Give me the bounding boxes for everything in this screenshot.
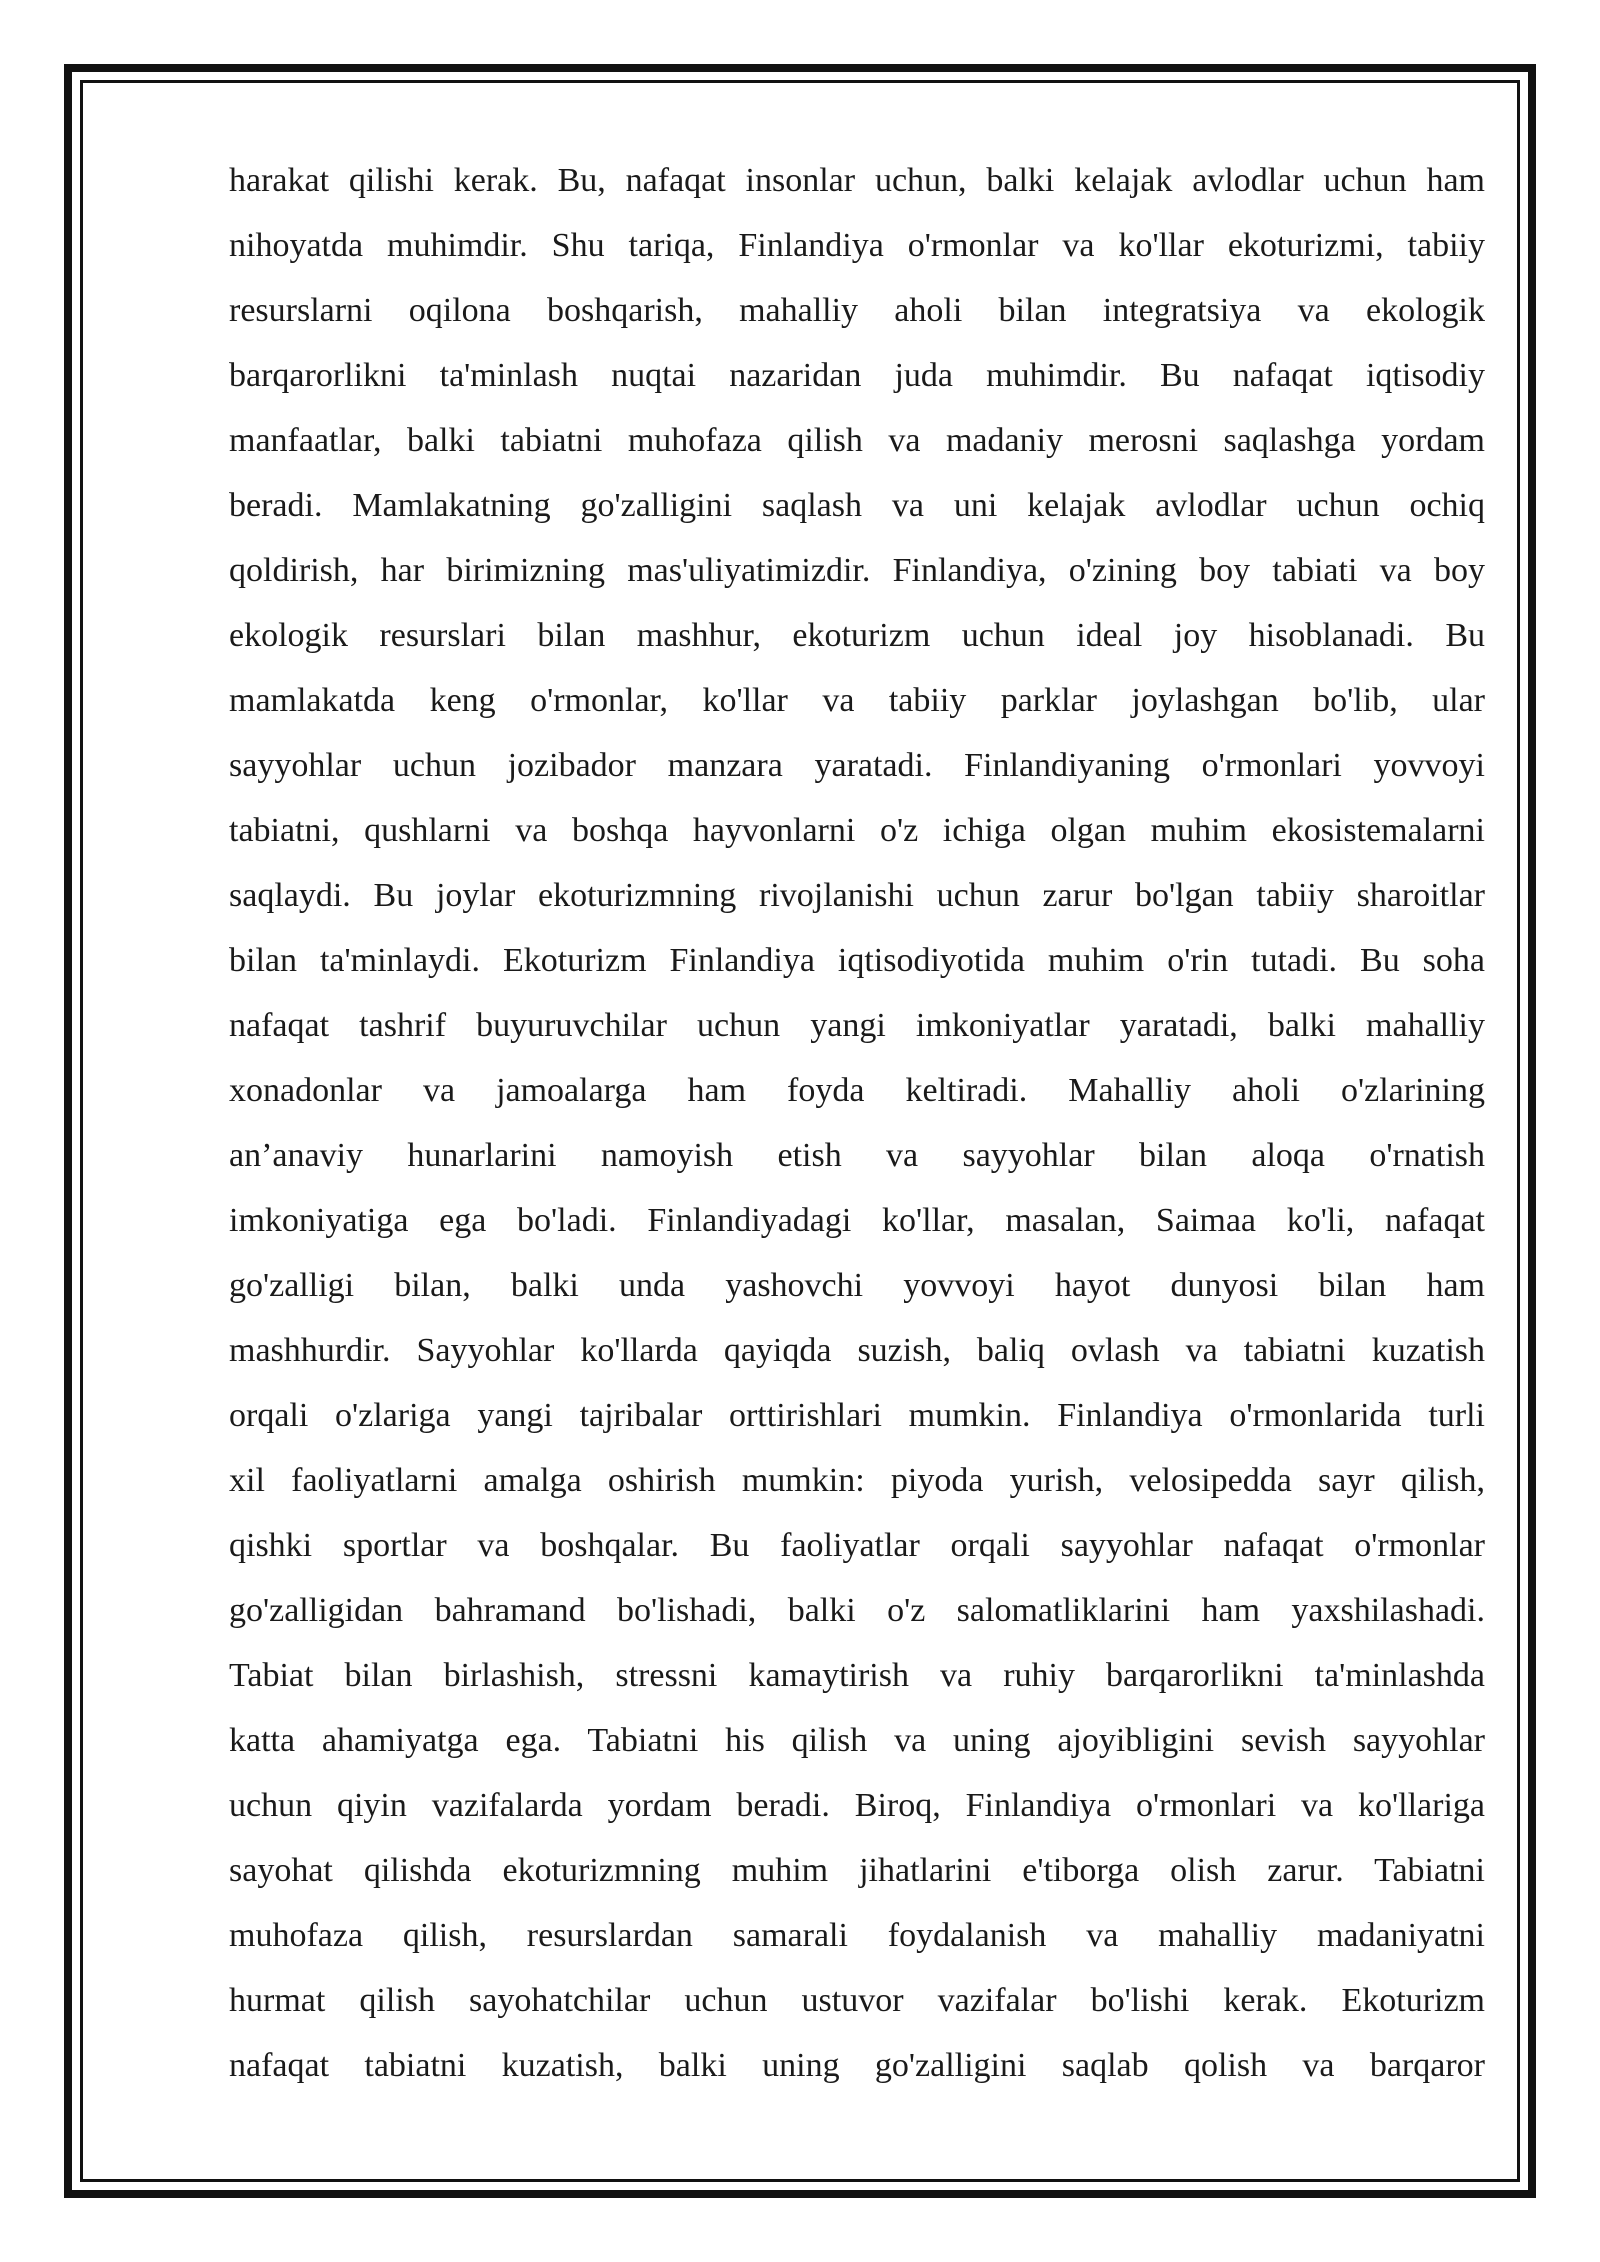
text-line: mashhurdir. Sayyohlar ko'llarda qayiqda suzish, baliq ovlash va tabiatni kuzatish xyxy=(229,1332,1485,1369)
text-line: manfaatlar, balki tabiatni muhofaza qilish va madaniy merosni saqlashga yordam xyxy=(229,422,1485,459)
text-line: go'zalligi bilan, balki unda yashovchi yovvoyi hayot dunyosi bilan ham xyxy=(229,1267,1485,1304)
text-line: saqlaydi. Bu joylar ekoturizmning rivojlanishi uchun zarur bo'lgan tabiiy sharoitlar xyxy=(229,877,1485,914)
body-text xyxy=(229,148,1485,2098)
text-line: ekologik resurslari bilan mashhur, ekoturizm uchun ideal joy hisoblanadi. Bu xyxy=(229,617,1485,654)
text-line: katta ahamiyatga ega. Tabiatni his qilish va uning ajoyibligini sevish sayyohlar xyxy=(229,1722,1485,1759)
text-line: muhofaza qilish, resurslardan samarali foydalanish va mahalliy madaniyatni xyxy=(229,1917,1485,1954)
text-line: orqali o'zlariga yangi tajribalar orttirishlari mumkin. Finlandiya o'rmonlarida turli xyxy=(229,1397,1485,1434)
text-line: go'zalligidan bahramand bo'lishadi, balki o'z salomatliklarini ham yaxshilashadi. xyxy=(229,1592,1485,1629)
text-line: nafaqat tashrif buyuruvchilar uchun yangi imkoniyatlar yaratadi, balki mahalliy xyxy=(229,1007,1485,1044)
text-line: an’anaviy hunarlarini namoyish etish va sayyohlar bilan aloqa o'rnatish xyxy=(229,1137,1485,1174)
text-line: harakat qilishi kerak. Bu, nafaqat insonlar uchun, balki kelajak avlodlar uchun ham xyxy=(229,162,1485,199)
text-line: Tabiat bilan birlashish, stressni kamaytirish va ruhiy barqarorlikni ta'minlashda xyxy=(229,1657,1485,1694)
text-line: hurmat qilish sayohatchilar uchun ustuvor vazifalar bo'lishi kerak. Ekoturizm xyxy=(229,1982,1485,2019)
text-line: sayohat qilishda ekoturizmning muhim jihatlarini e'tiborga olish zarur. Tabiatni xyxy=(229,1852,1485,1889)
text-line: resurslarni oqilona boshqarish, mahalliy aholi bilan integratsiya va ekologik xyxy=(229,292,1485,329)
text-line: beradi. Mamlakatning go'zalligini saqlash va uni kelajak avlodlar uchun ochiq xyxy=(229,487,1485,524)
text-line: sayyohlar uchun jozibador manzara yaratadi. Finlandiyaning o'rmonlari yovvoyi xyxy=(229,747,1485,784)
text-line: qishki sportlar va boshqalar. Bu faoliyatlar orqali sayyohlar nafaqat o'rmonlar xyxy=(229,1527,1485,1564)
text-line: mamlakatda keng o'rmonlar, ko'llar va tabiiy parklar joylashgan bo'lib, ular xyxy=(229,682,1485,719)
text-line: tabiatni, qushlarni va boshqa hayvonlarni o'z ichiga olgan muhim ekosistemalarni xyxy=(229,812,1485,849)
text-line: nihoyatda muhimdir. Shu tariqa, Finlandiya o'rmonlar va ko'llar ekoturizmi, tabiiy xyxy=(229,227,1485,264)
text-line: xonadonlar va jamoalarga ham foyda keltiradi. Mahalliy aholi o'zlarining xyxy=(229,1072,1485,1109)
text-line: barqarorlikni ta'minlash nuqtai nazaridan juda muhimdir. Bu nafaqat iqtisodiy xyxy=(229,357,1485,394)
text-line: bilan ta'minlaydi. Ekoturizm Finlandiya iqtisodiyotida muhim o'rin tutadi. Bu soha xyxy=(229,942,1485,979)
text-line: imkoniyatiga ega bo'ladi. Finlandiyadagi ko'llar, masalan, Saimaa ko'li, nafaqat xyxy=(229,1202,1485,1239)
text-line: nafaqat tabiatni kuzatish, balki uning go'zalligini saqlab qolish va barqaror xyxy=(229,2047,1485,2084)
text-line: xil faoliyatlarni amalga oshirish mumkin: piyoda yurish, velosipedda sayr qilish, xyxy=(229,1462,1485,1499)
text-line: qoldirish, har birimizning mas'uliyatimizdir. Finlandiya, o'zining boy tabiati va boy xyxy=(229,552,1485,589)
text-line: uchun qiyin vazifalarda yordam beradi. Biroq, Finlandiya o'rmonlari va ko'llariga xyxy=(229,1787,1485,1824)
